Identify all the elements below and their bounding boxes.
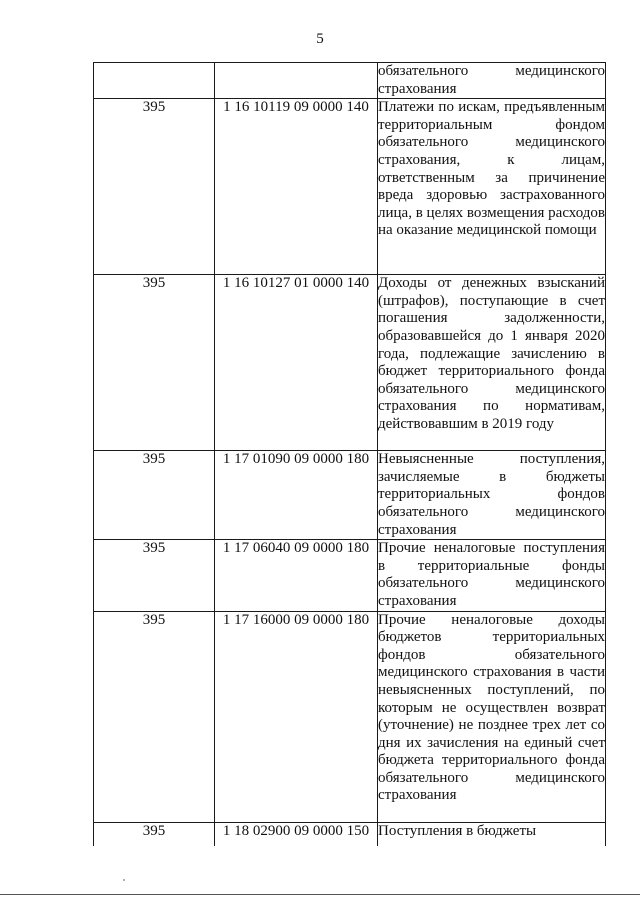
admin-code-cell: 395: [94, 822, 215, 846]
table-row: [94, 611, 606, 822]
description-cell: [378, 99, 606, 275]
description-text: Доходы от денежных взысканий (штрафов), поступающие в счет погашения задолженности, образовавшейся до 1 января 2020 года, подлежащие зачислению в бюджет территориального фонда обязательного медицинского страхования по нормативам, действовавшим в 2019 году: [378, 275, 605, 432]
page-number: 5: [316, 31, 324, 47]
description-cell: [378, 611, 606, 822]
description-text: Поступления в бюджеты: [378, 822, 537, 839]
description-cell: [378, 822, 606, 846]
description-text: Платежи по искам, предъявленным территориальным фондом обязательного медицинского страхования, к лицам, ответственным за причинение вреда здоровью застрахованного лица, в целях возмещения расходов на оказание медицинской помощи: [378, 99, 605, 239]
kbk-code-cell: 1 16 10119 09 0000 140: [215, 99, 378, 275]
kbk-code-cell: [215, 63, 378, 99]
description-text: Прочие неналоговые доходы бюджетов территориальных фондов обязательного медицинского страхования в части невыясненных поступлений, по которым не осуществлен возврат (уточнение) не позднее трех лет со дня их зачисления на единый счет бюджета территориального фонда обязательного медицинского страхования: [378, 611, 605, 804]
admin-code-cell: [94, 63, 215, 99]
admin-code-cell: 395: [94, 451, 215, 540]
admin-code-cell: 395: [94, 99, 215, 275]
kbk-code-cell: 1 17 16000 09 0000 180: [215, 611, 378, 822]
scan-speck: [123, 879, 125, 881]
description-text: Прочие неналоговые поступления в территориальные фонды обязательного медицинского страхования: [378, 540, 605, 609]
scan-edge-line: [0, 894, 640, 895]
table-row: [94, 540, 606, 611]
kbk-code-cell: 1 16 10127 01 0000 140: [215, 275, 378, 451]
table-row: [94, 275, 606, 451]
admin-code-cell: 395: [94, 540, 215, 611]
admin-code-cell: 395: [94, 275, 215, 451]
description-cell: [378, 63, 606, 99]
table-row: [94, 63, 606, 99]
description-cell: [378, 540, 606, 611]
description-text: обязательного медицинского страхования: [378, 63, 605, 97]
description-text: Невыясненные поступления, зачисляемые в бюджеты территориальных фондов обязательного медицинского страхования: [378, 451, 605, 538]
admin-code-cell: 395: [94, 611, 215, 822]
table-row: [94, 451, 606, 540]
kbk-code-cell: 1 18 02900 09 0000 150: [215, 822, 378, 846]
table-row: [94, 99, 606, 275]
description-cell: [378, 451, 606, 540]
kbk-code-cell: 1 17 01090 09 0000 180: [215, 451, 378, 540]
revenue-classification-table: [93, 62, 606, 846]
table-row: [94, 822, 606, 846]
kbk-code-cell: 1 17 06040 09 0000 180: [215, 540, 378, 611]
description-cell: [378, 275, 606, 451]
